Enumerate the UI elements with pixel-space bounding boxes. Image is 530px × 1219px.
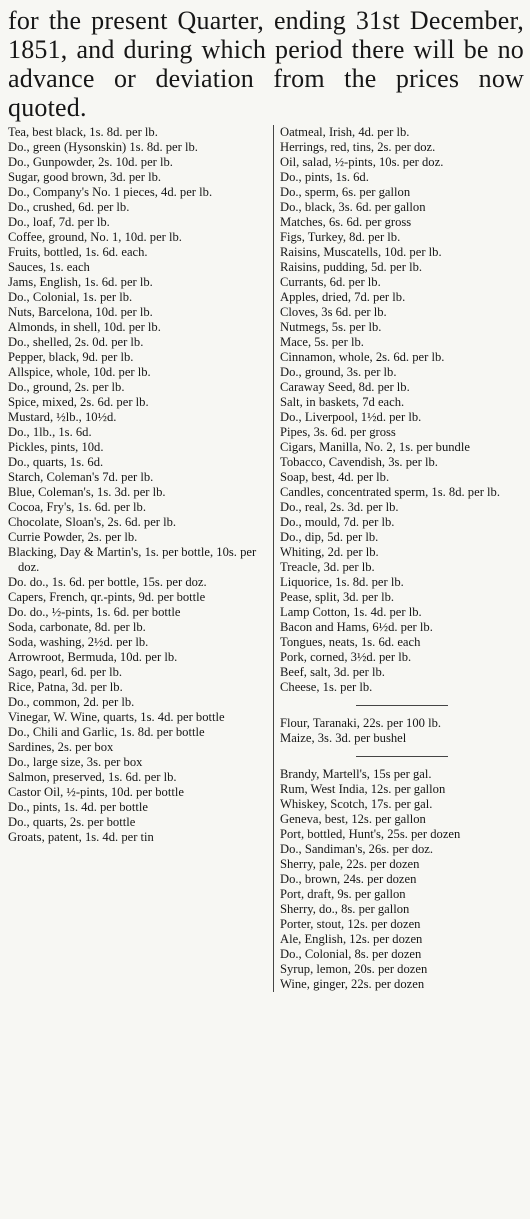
price-item: Do., ground, 3s. per lb. [280,365,397,379]
price-item: Do., brown, 24s. per dozen [280,872,417,886]
price-item: Almonds, in shell, 10d. per lb. [8,320,161,334]
price-item: Soap, best, 4d. per lb. [280,470,390,484]
price-item: Currie Powder, 2s. per lb. [8,530,138,544]
price-item: Do., mould, 7d. per lb. [280,515,395,529]
price-item: Currants, 6d. per lb. [280,275,381,289]
price-item: Treacle, 3d. per lb. [280,560,375,574]
price-item: Fruits, bottled, 1s. 6d. each. [8,245,148,259]
price-item: Syrup, lemon, 20s. per dozen [280,962,428,976]
price-item: Oatmeal, Irish, 4d. per lb. [280,125,410,139]
price-item: Geneva, best, 12s. per gallon [280,812,426,826]
price-item: Liquorice, 1s. 8d. per lb. [280,575,404,589]
price-item: Cloves, 3s 6d. per lb. [280,305,387,319]
price-item: Ale, English, 12s. per dozen [280,932,423,946]
price-item: Apples, dried, 7d. per lb. [280,290,406,304]
price-item: Coffee, ground, No. 1, 10d. per lb. [8,230,182,244]
price-item: Porter, stout, 12s. per dozen [280,917,421,931]
section-rule [356,705,449,706]
price-item: Raisins, Muscatells, 10d. per lb. [280,245,442,259]
price-item: Spice, mixed, 2s. 6d. per lb. [8,395,149,409]
price-item: Jams, English, 1s. 6d. per lb. [8,275,153,289]
price-item: Bacon and Hams, 6½d. per lb. [280,620,433,634]
right-group-general [280,125,524,695]
price-item: Raisins, pudding, 5d. per lb. [280,260,423,274]
price-item: Rum, West India, 12s. per gallon [280,782,446,796]
price-item: Vinegar, W. Wine, quarts, 1s. 4d. per bottle [8,710,225,724]
price-item: Do., sperm, 6s. per gallon [280,185,411,199]
price-item: Tea, best black, 1s. 8d. per lb. [8,125,158,139]
price-item: Blacking, Day & Martin's, 1s. per bottle, 10s. per doz. [8,545,257,574]
price-item: Do., Colonial, 8s. per dozen [280,947,422,961]
price-item: Figs, Turkey, 8d. per lb. [280,230,401,244]
price-item: Blue, Coleman's, 1s. 3d. per lb. [8,485,166,499]
price-item: Cinnamon, whole, 2s. 6d. per lb. [280,350,445,364]
price-item: Whiting, 2d. per lb. [280,545,379,559]
price-item: Flour, Taranaki, 22s. per 100 lb. [280,716,442,730]
price-item: Soda, carbonate, 8d. per lb. [8,620,146,634]
price-item: Brandy, Martell's, 15s per gal. [280,767,432,781]
price-item: Pease, split, 3d. per lb. [280,590,395,604]
price-item: Do. do., 1s. 6d. per bottle, 15s. per doz. [8,575,207,589]
price-item: Do., loaf, 7d. per lb. [8,215,110,229]
price-item: Do., Liverpool, 1½d. per lb. [280,410,422,424]
price-item: Candles, concentrated sperm, 1s. 8d. per lb. [280,485,500,499]
price-item: Starch, Coleman's 7d. per lb. [8,470,154,484]
intro-paragraph: for the present Quarter, ending 31st December, 1851, and during which period there will be no advance or deviation from the prices now quoted. [8,6,524,122]
price-item: Sago, pearl, 6d. per lb. [8,665,123,679]
price-item: Do., green (Hysonskin) 1s. 8d. per lb. [8,140,198,154]
price-item: Mace, 5s. per lb. [280,335,364,349]
price-item: Tongues, neats, 1s. 6d. each [280,635,421,649]
price-item: Beef, salt, 3d. per lb. [280,665,385,679]
price-item: Do., Sandiman's, 26s. per doz. [280,842,434,856]
price-item: Nuts, Barcelona, 10d. per lb. [8,305,153,319]
price-item: Whiskey, Scotch, 17s. per gal. [280,797,433,811]
price-item: Do., large size, 3s. per box [8,755,143,769]
price-item: Do. do., ½-pints, 1s. 6d. per bottle [8,605,181,619]
price-item: Tobacco, Cavendish, 3s. per lb. [280,455,438,469]
price-item: Do., real, 2s. 3d. per lb. [280,500,399,514]
price-item: Sauces, 1s. each [8,260,90,274]
section-rule [356,756,449,757]
price-item: Do., Gunpowder, 2s. 10d. per lb. [8,155,173,169]
price-item: Soda, washing, 2½d. per lb. [8,635,149,649]
price-item: Do., Colonial, 1s. per lb. [8,290,133,304]
right-group-flour [280,716,524,746]
price-item: Do., quarts, 2s. per bottle [8,815,136,829]
price-item: Do., dip, 5d. per lb. [280,530,379,544]
price-item: Do., black, 3s. 6d. per gallon [280,200,426,214]
price-item: Pork, corned, 3½d. per lb. [280,650,412,664]
right-column [280,125,524,992]
price-item: Pipes, 3s. 6d. per gross [280,425,396,439]
price-item: Sherry, do., 8s. per gallon [280,902,410,916]
price-item: Mustard, ½lb., 10½d. [8,410,117,424]
price-item: Sherry, pale, 22s. per dozen [280,857,420,871]
price-item: Do., Chili and Garlic, 1s. 8d. per bottle [8,725,205,739]
price-item: Maize, 3s. 3d. per bushel [280,731,407,745]
price-item: Pepper, black, 9d. per lb. [8,350,134,364]
price-item: Allspice, whole, 10d. per lb. [8,365,151,379]
price-item: Salt, in baskets, 7d each. [280,395,405,409]
price-item: Do., Company's No. 1 pieces, 4d. per lb. [8,185,213,199]
price-item: Do., pints, 1s. 6d. [280,170,369,184]
price-item: Chocolate, Sloan's, 2s. 6d. per lb. [8,515,177,529]
price-item: Cheese, 1s. per lb. [280,680,373,694]
price-item: Port, draft, 9s. per gallon [280,887,406,901]
price-item: Lamp Cotton, 1s. 4d. per lb. [280,605,422,619]
price-item: Oil, salad, ½-pints, 10s. per doz. [280,155,444,169]
price-item: Caraway Seed, 8d. per lb. [280,380,410,394]
price-item: Sardines, 2s. per box [8,740,114,754]
price-item: Do., quarts, 1s. 6d. [8,455,104,469]
price-item: Rice, Patna, 3d. per lb. [8,680,123,694]
price-item: Do., crushed, 6d. per lb. [8,200,130,214]
price-item: Cigars, Manilla, No. 2, 1s. per bundle [280,440,470,454]
price-item: Wine, ginger, 22s. per dozen [280,977,425,991]
price-item: Capers, French, qr.-pints, 9d. per bottle [8,590,206,604]
price-item: Port, bottled, Hunt's, 25s. per dozen [280,827,461,841]
price-item: Do., pints, 1s. 4d. per bottle [8,800,148,814]
price-item: Nutmegs, 5s. per lb. [280,320,382,334]
price-item: Do., common, 2d. per lb. [8,695,135,709]
right-group-spirits [280,767,524,992]
price-item: Do., 1lb., 1s. 6d. [8,425,92,439]
price-item: Castor Oil, ½-pints, 10d. per bottle [8,785,184,799]
price-item: Do., ground, 2s. per lb. [8,380,125,394]
price-item: Groats, patent, 1s. 4d. per tin [8,830,154,844]
left-column [8,125,269,992]
column-divider [273,125,274,992]
price-item: Matches, 6s. 6d. per gross [280,215,412,229]
price-item: Do., shelled, 2s. 0d. per lb. [8,335,144,349]
price-item: Herrings, red, tins, 2s. per doz. [280,140,436,154]
price-item: Sugar, good brown, 3d. per lb. [8,170,162,184]
price-item: Cocoa, Fry's, 1s. 6d. per lb. [8,500,146,514]
price-columns [8,125,524,992]
price-item: Arrowroot, Bermuda, 10d. per lb. [8,650,178,664]
price-item: Pickles, pints, 10d. [8,440,104,454]
price-item: Salmon, preserved, 1s. 6d. per lb. [8,770,177,784]
